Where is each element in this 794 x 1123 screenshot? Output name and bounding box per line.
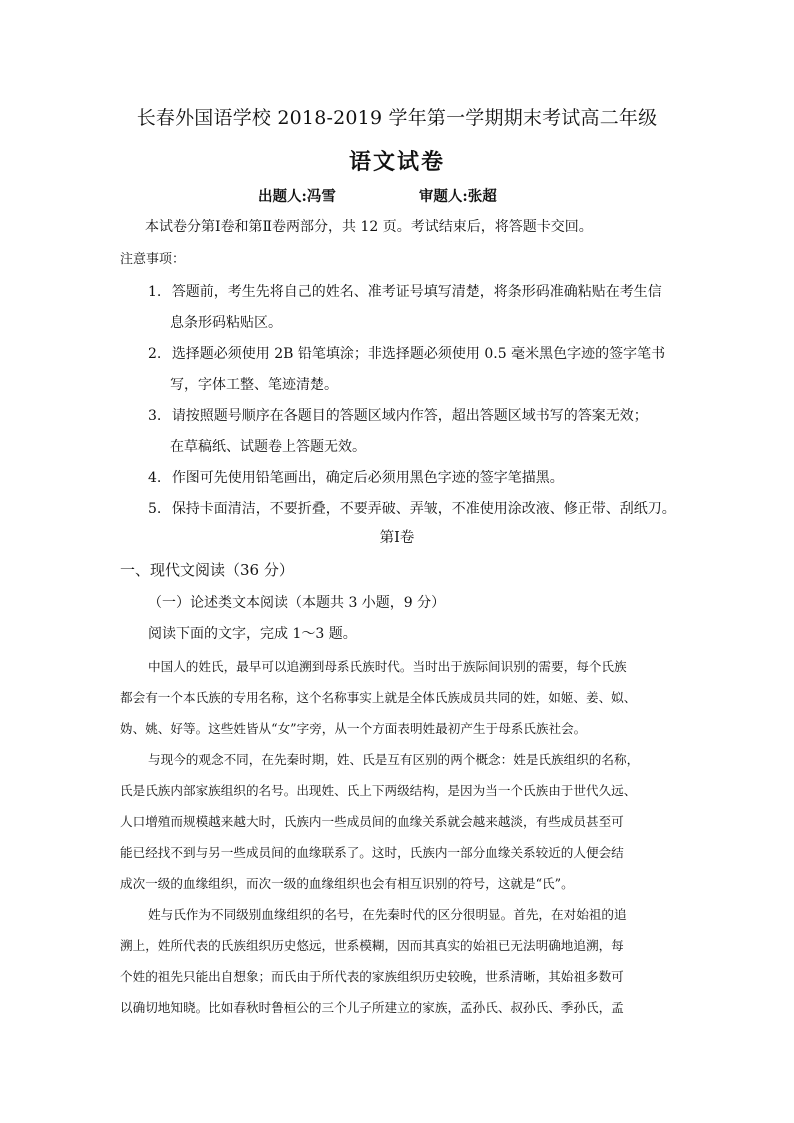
notice-item — [148, 343, 665, 363]
notice-item — [148, 498, 676, 518]
notice-title: 注意事项： — [120, 252, 186, 267]
notice-text: 请按照题号顺序在各题目的答题区域内作答，超出答题区域书写的答案无效； — [171, 408, 648, 424]
exam-title: 长春外国语学校 2018-2019 学年第一学期期末考试高二年级 — [136, 107, 658, 129]
passage-paragraph — [120, 651, 672, 744]
notice-item — [148, 467, 564, 487]
passage-line: 个姓的祖先只能出自想象；而氏由于所代表的家族组织历史较晚，世系清晰，其始祖多数可 — [120, 969, 624, 984]
subpart-title: （一）论述类文本阅读（本题共 3 小题，9 分） — [148, 595, 446, 611]
notice-number: 5. — [148, 501, 162, 517]
exam-intro: 本试卷分第Ⅰ卷和第Ⅱ卷两部分，共 12 页。考试结束后，将答题卡交回。 — [145, 219, 593, 235]
subject-title: 语文试卷 — [348, 149, 445, 175]
notice-text-continued: 在草稿纸、试题卷上答题无效。 — [170, 439, 366, 455]
notice-number: 4. — [148, 470, 162, 486]
passage-line: 以确切地知晓。比如春秋时鲁桓公的三个儿子所建立的家族，孟孙氏、叔孙氏、季孙氏，孟 — [120, 1000, 624, 1015]
reading-instruction: 阅读下面的文字，完成 1～3 题。 — [148, 626, 357, 642]
notice-text: 作图可先使用铅笔画出，确定后必须用黑色字迹的签字笔描黑。 — [171, 470, 564, 486]
notice-item — [148, 281, 662, 301]
passage-line: 都会有一个本氏族的专用名称，这个名称事实上就是全体氏族成员共同的姓，如姬、姜、姒、 — [120, 690, 637, 705]
notice-text-continued: 写，字体工整、笔迹清楚。 — [170, 377, 338, 393]
passage-line: 中国人的姓氏，最早可以追溯到母系氏族时代。当时出于族际间识别的需要，每个氏族 — [148, 659, 627, 674]
passage-paragraph — [120, 899, 672, 1023]
notice-text: 保持卡面清洁，不要折叠，不要弄破、弄皱，不准使用涂改液、修正带、刮纸刀。 — [171, 501, 676, 517]
passage-line: 溯上，姓所代表的氏族组织历史悠远，世系模糊，因而其真实的始祖已无法明确地追溯，每 — [120, 938, 624, 953]
notice-text: 答题前，考生先将自己的姓名、准考证号填写清楚，将条形码准确粘贴在考生信 — [171, 284, 662, 300]
passage-paragraph — [120, 744, 672, 899]
passage-line: 人口增殖而规模越来越大时，氏族内一些成员间的血缘关系就会越来越淡，有些成员甚至可 — [120, 814, 624, 829]
notice-text: 选择题必须使用 2B 铅笔填涂；非选择题必须使用 0.5 毫米黑色字迹的签字笔书 — [171, 346, 666, 362]
notice-text-continued: 息条形码粘贴区。 — [170, 315, 282, 331]
notice-item — [148, 405, 648, 425]
notice-number: 3. — [148, 408, 162, 424]
passage-line: 与现今的观念不同，在先秦时期，姓、氏是互有区别的两个概念：姓是氏族组织的名称， — [148, 752, 640, 767]
part-title: 一、现代文阅读（36 分） — [120, 561, 294, 579]
notice-number: 1. — [148, 284, 162, 300]
passage-line: 能已经找不到与另一些成员间的血缘联系了。这时，氏族内一部分血缘关系较近的人便会结 — [120, 845, 624, 860]
passage-line: 姓与氏作为不同级别血缘组织的名号，在先秦时代的区分很明显。首先，在对始祖的追 — [148, 907, 627, 922]
reviewer-name: 审题人:张超 — [418, 188, 497, 205]
author-name: 出题人:冯雪 — [258, 188, 336, 205]
notice-number: 2. — [148, 346, 162, 362]
passage-line: 成次一级的血缘组织，而次一级的血缘组织也会有相互识别的符号，这就是“氏”。 — [120, 876, 574, 891]
passage-line: 氏是氏族内部家族组织的名号。出现姓、氏上下两级结构，是因为当一个氏族由于世代久远、 — [120, 783, 637, 798]
volume-title: 第Ⅰ卷 — [379, 530, 415, 546]
authors-line — [258, 185, 497, 206]
passage-line: 妫、姚、好等。这些姓皆从“女”字旁，从一个方面表明姓最初产生于母系氏族社会。 — [120, 721, 587, 736]
